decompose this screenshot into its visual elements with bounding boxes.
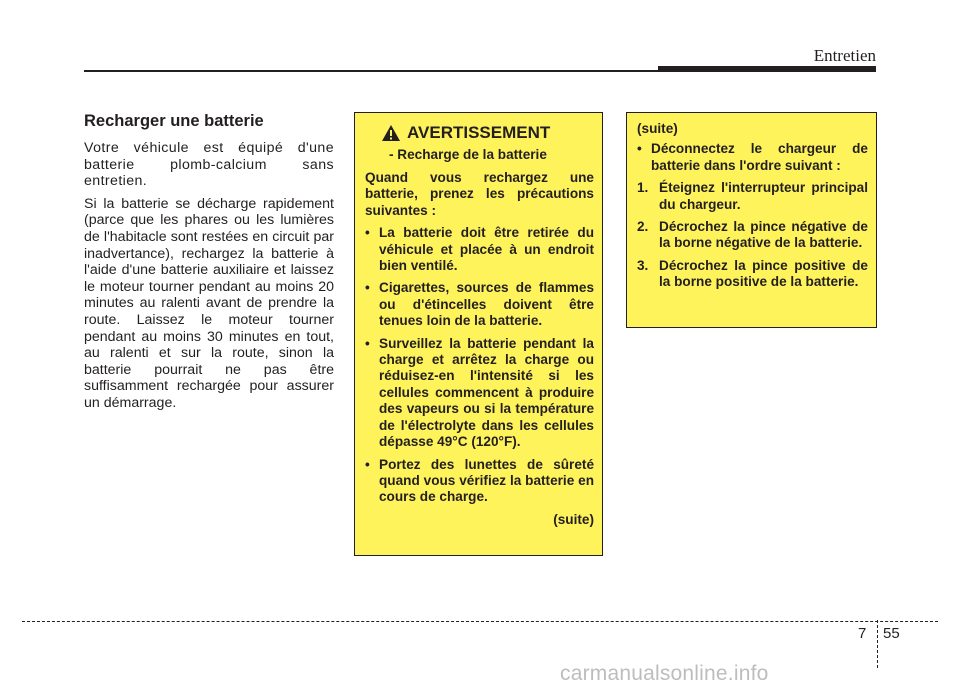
warning-bullet-text: La batterie doit être retirée du véhicule et placée à un endroit bien ventilé. xyxy=(379,225,594,274)
left-column xyxy=(84,112,334,418)
bullet-dot: • xyxy=(365,335,370,351)
warning-bullet xyxy=(365,336,594,451)
step-number: 2. xyxy=(637,219,649,235)
warning-box xyxy=(354,112,603,556)
step-number: 3. xyxy=(637,257,649,273)
step-text: Éteignez l'interrupteur principal du chargeur. xyxy=(659,180,868,212)
continued-suite-label: (suite) xyxy=(637,121,678,136)
warning-bullet xyxy=(365,457,594,506)
instructions-paragraph: Si la batterie se décharge rapidement (parce que les phares ou les lumières de l'habitacle sont restées en circuit par inadvertance), rechargez la batterie à l'aide d'une batterie auxiliaire et laissez le moteur tourner pendant au moins 20 minutes au ralenti avant de prendre la route. Laissez le moteur tourner pendant au moins 30 minutes en tout, au ralenti et sur la route, sinon la batterie pourrait ne pas être suffisamment rechargée pour assurer un démarrage. xyxy=(84,195,334,411)
header-rule-accent xyxy=(658,66,876,72)
warning-intro: Quand vous rechargez une batterie, prenez les précautions suivantes : xyxy=(365,170,594,218)
watermark: carmanualsonline.info xyxy=(560,662,769,685)
bullet-dot: • xyxy=(637,141,642,157)
header-rule xyxy=(84,70,664,72)
warning-bullet xyxy=(365,280,594,329)
section-heading: Recharger une batterie xyxy=(84,112,264,130)
warning-suite-label: (suite) xyxy=(553,511,594,527)
header-title: Entretien xyxy=(813,46,876,65)
bullet-dot: • xyxy=(365,225,370,241)
step-number: 1. xyxy=(637,180,649,196)
step-item xyxy=(637,219,868,252)
bullet-dot: • xyxy=(365,280,370,296)
page-number: 55 xyxy=(883,625,900,642)
intro-paragraph: Votre véhicule est équipé d'une batterie plomb-calcium sans entretien. xyxy=(84,140,334,190)
warning-bullet-text: Cigarettes, sources de flammes ou d'étincelles doivent être tenues loin de la batterie. xyxy=(379,280,594,329)
warning-subtitle: - Recharge de la batterie xyxy=(389,147,547,162)
footer-divider xyxy=(22,621,938,622)
chapter-number: 7 xyxy=(858,625,867,642)
warning-title-row xyxy=(381,123,594,143)
warning-bullet-text: Portez des lunettes de sûreté quand vous vérifiez la batterie en cours de charge. xyxy=(379,456,594,505)
warning-triangle-icon xyxy=(381,124,401,142)
footer-page-divider xyxy=(877,620,878,668)
continued-bullet xyxy=(637,141,868,174)
continued-box xyxy=(626,112,877,328)
step-text: Décrochez la pince négative de la borne négative de la batterie. xyxy=(659,219,868,251)
step-text: Décrochez la pince positive de la borne positive de la batterie. xyxy=(659,257,868,290)
step-item xyxy=(637,180,868,213)
warning-bullet xyxy=(365,225,594,274)
continued-bullet-text: Déconnectez le chargeur de batterie dans l'ordre suivant : xyxy=(651,141,868,173)
bullet-dot: • xyxy=(365,456,370,472)
warning-title: AVERTISSEMENT xyxy=(407,123,551,142)
step-item xyxy=(637,258,868,291)
warning-bullet-text: Surveillez la batterie pendant la charge et arrêtez la charge ou réduisez-en l'intensité si les cellules commencent à produire des vapeurs ou si la température de l'électrolyte dans les cellules dépasse 49°C (120°F). xyxy=(379,335,594,450)
